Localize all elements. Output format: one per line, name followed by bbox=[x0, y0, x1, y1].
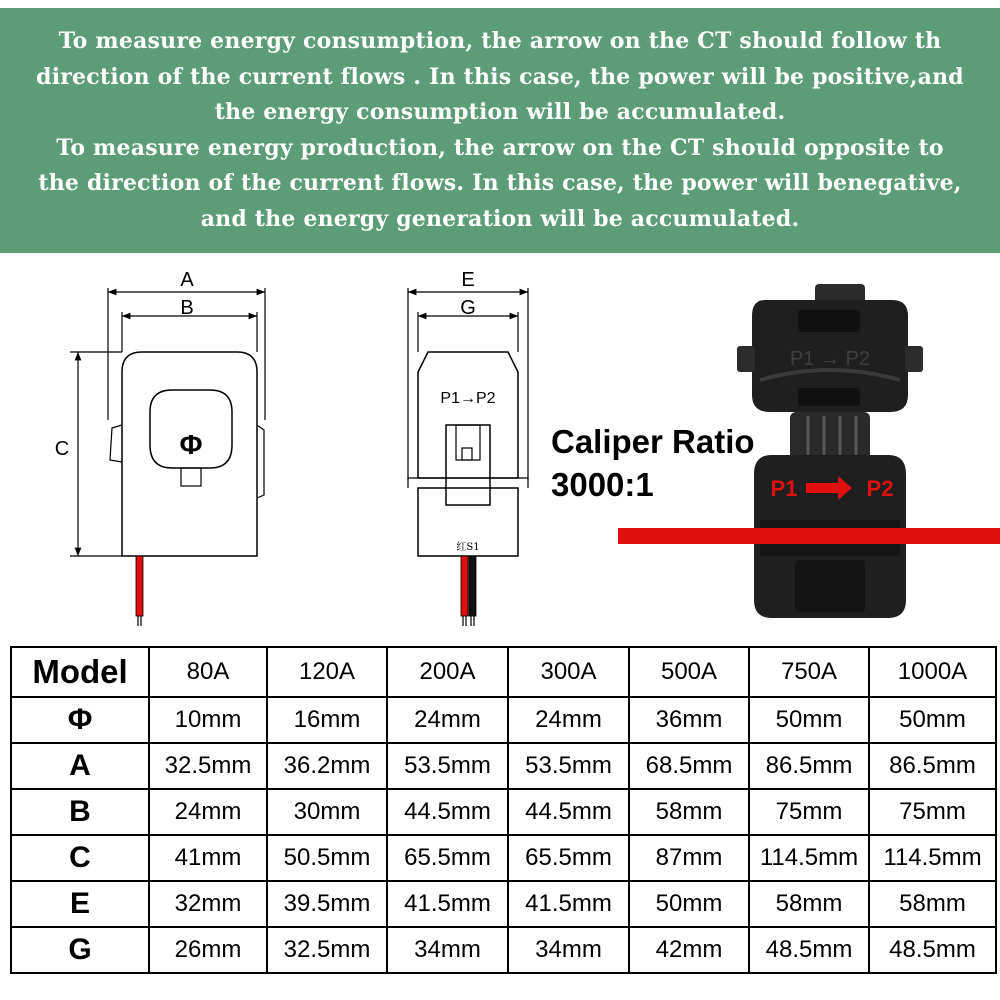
table-cell: 68.5mm bbox=[629, 743, 749, 789]
table-cell: 36.2mm bbox=[267, 743, 387, 789]
row-label: A bbox=[11, 743, 149, 789]
table-header-row bbox=[11, 647, 996, 697]
caliper-ratio bbox=[551, 420, 755, 506]
table-cell: 75mm bbox=[869, 789, 996, 835]
table-cell: 44.5mm bbox=[387, 789, 508, 835]
side-upper-housing bbox=[418, 352, 518, 478]
header-cell: 300A bbox=[508, 647, 629, 697]
clamp-hinge bbox=[790, 412, 870, 462]
table-cell: 50mm bbox=[749, 697, 869, 743]
spec-table bbox=[10, 646, 997, 974]
table-cell: 48.5mm bbox=[749, 927, 869, 973]
table-cell: 58mm bbox=[869, 881, 996, 927]
table-cell: 32mm bbox=[149, 881, 267, 927]
clamp-engraved-label: P1 → P2 bbox=[789, 348, 871, 370]
header-cell: 200A bbox=[387, 647, 508, 697]
side-wire-tag: 红S1 bbox=[456, 542, 480, 553]
table-row bbox=[11, 789, 996, 835]
side-direction-label: P1→P2 bbox=[440, 390, 496, 407]
table-cell: 32.5mm bbox=[267, 927, 387, 973]
banner-line: the direction of the current flows. In this case, the power will benegative, bbox=[38, 170, 962, 196]
row-label: Φ bbox=[11, 697, 149, 743]
side-red-wire bbox=[461, 556, 468, 616]
header-cell: 500A bbox=[629, 647, 749, 697]
table-cell: 24mm bbox=[508, 697, 629, 743]
table-cell: 26mm bbox=[149, 927, 267, 973]
row-label: C bbox=[11, 835, 149, 881]
banner-line: To measure energy production, the arrow on the CT should opposite to bbox=[56, 134, 944, 161]
table-cell: 65.5mm bbox=[508, 835, 629, 881]
table-cell: 10mm bbox=[149, 697, 267, 743]
table-cell: 50.5mm bbox=[267, 835, 387, 881]
side-black-wire bbox=[469, 556, 476, 616]
table-row bbox=[11, 743, 996, 789]
table-cell: 58mm bbox=[629, 789, 749, 835]
table-cell: 41mm bbox=[149, 835, 267, 881]
banner-line: and the energy generation will be accumulated. bbox=[200, 205, 800, 232]
table-cell: 24mm bbox=[387, 697, 508, 743]
table-cell: 30mm bbox=[267, 789, 387, 835]
header-cell: 750A bbox=[749, 647, 869, 697]
side-view-diagram bbox=[408, 288, 528, 626]
table-cell: 41.5mm bbox=[387, 881, 508, 927]
label-phi: Φ bbox=[179, 429, 203, 460]
label-e: E bbox=[461, 269, 475, 291]
header-cell: 120A bbox=[267, 647, 387, 697]
table-cell: 58mm bbox=[749, 881, 869, 927]
table-cell: 87mm bbox=[629, 835, 749, 881]
header-cell: 80A bbox=[149, 647, 267, 697]
table-cell: 86.5mm bbox=[749, 743, 869, 789]
table-cell: 53.5mm bbox=[508, 743, 629, 789]
front-wire bbox=[136, 556, 143, 616]
red-conductor-wire bbox=[618, 528, 1000, 544]
table-cell: 48.5mm bbox=[869, 927, 996, 973]
table-cell: 24mm bbox=[149, 789, 267, 835]
table-cell: 44.5mm bbox=[508, 789, 629, 835]
header-cell: 1000A bbox=[869, 647, 996, 697]
table-cell: 114.5mm bbox=[869, 835, 996, 881]
table-cell: 39.5mm bbox=[267, 881, 387, 927]
table-cell: 41.5mm bbox=[508, 881, 629, 927]
row-label: G bbox=[11, 927, 149, 973]
banner-line: the energy consumption will be accumulated. bbox=[214, 99, 786, 125]
table-cell: 34mm bbox=[508, 927, 629, 973]
table-row bbox=[11, 697, 996, 743]
table-cell: 114.5mm bbox=[749, 835, 869, 881]
table-row bbox=[11, 927, 996, 973]
label-c: C bbox=[54, 438, 70, 460]
table-cell: 86.5mm bbox=[869, 743, 996, 789]
photo-p1-label: P1 bbox=[770, 476, 798, 501]
table-cell: 65.5mm bbox=[387, 835, 508, 881]
row-label: E bbox=[11, 881, 149, 927]
table-cell: 34mm bbox=[387, 927, 508, 973]
table-cell: 36mm bbox=[629, 697, 749, 743]
header-cell: Model bbox=[11, 647, 149, 697]
table-cell: 42mm bbox=[629, 927, 749, 973]
table-row bbox=[11, 881, 996, 927]
caliper-value: 3000:1 bbox=[551, 466, 654, 503]
label-a: A bbox=[180, 269, 194, 291]
table-cell: 53.5mm bbox=[387, 743, 508, 789]
label-g: G bbox=[460, 297, 476, 319]
caliper-title: Caliper Ratio bbox=[551, 423, 755, 460]
table-cell: 50mm bbox=[869, 697, 996, 743]
table-cell: 16mm bbox=[267, 697, 387, 743]
banner-line: To measure energy consumption, the arrow on the CT should follow th bbox=[58, 28, 942, 54]
row-label: B bbox=[11, 789, 149, 835]
label-b: B bbox=[180, 297, 194, 319]
table-cell: 32.5mm bbox=[149, 743, 267, 789]
table-cell: 50mm bbox=[629, 881, 749, 927]
front-view-diagram bbox=[70, 288, 265, 626]
table-row bbox=[11, 835, 996, 881]
photo-p2-label: P2 bbox=[866, 476, 894, 501]
table-cell: 75mm bbox=[749, 789, 869, 835]
banner-line: direction of the current flows . In this case, the power will be positive,and bbox=[36, 63, 964, 90]
